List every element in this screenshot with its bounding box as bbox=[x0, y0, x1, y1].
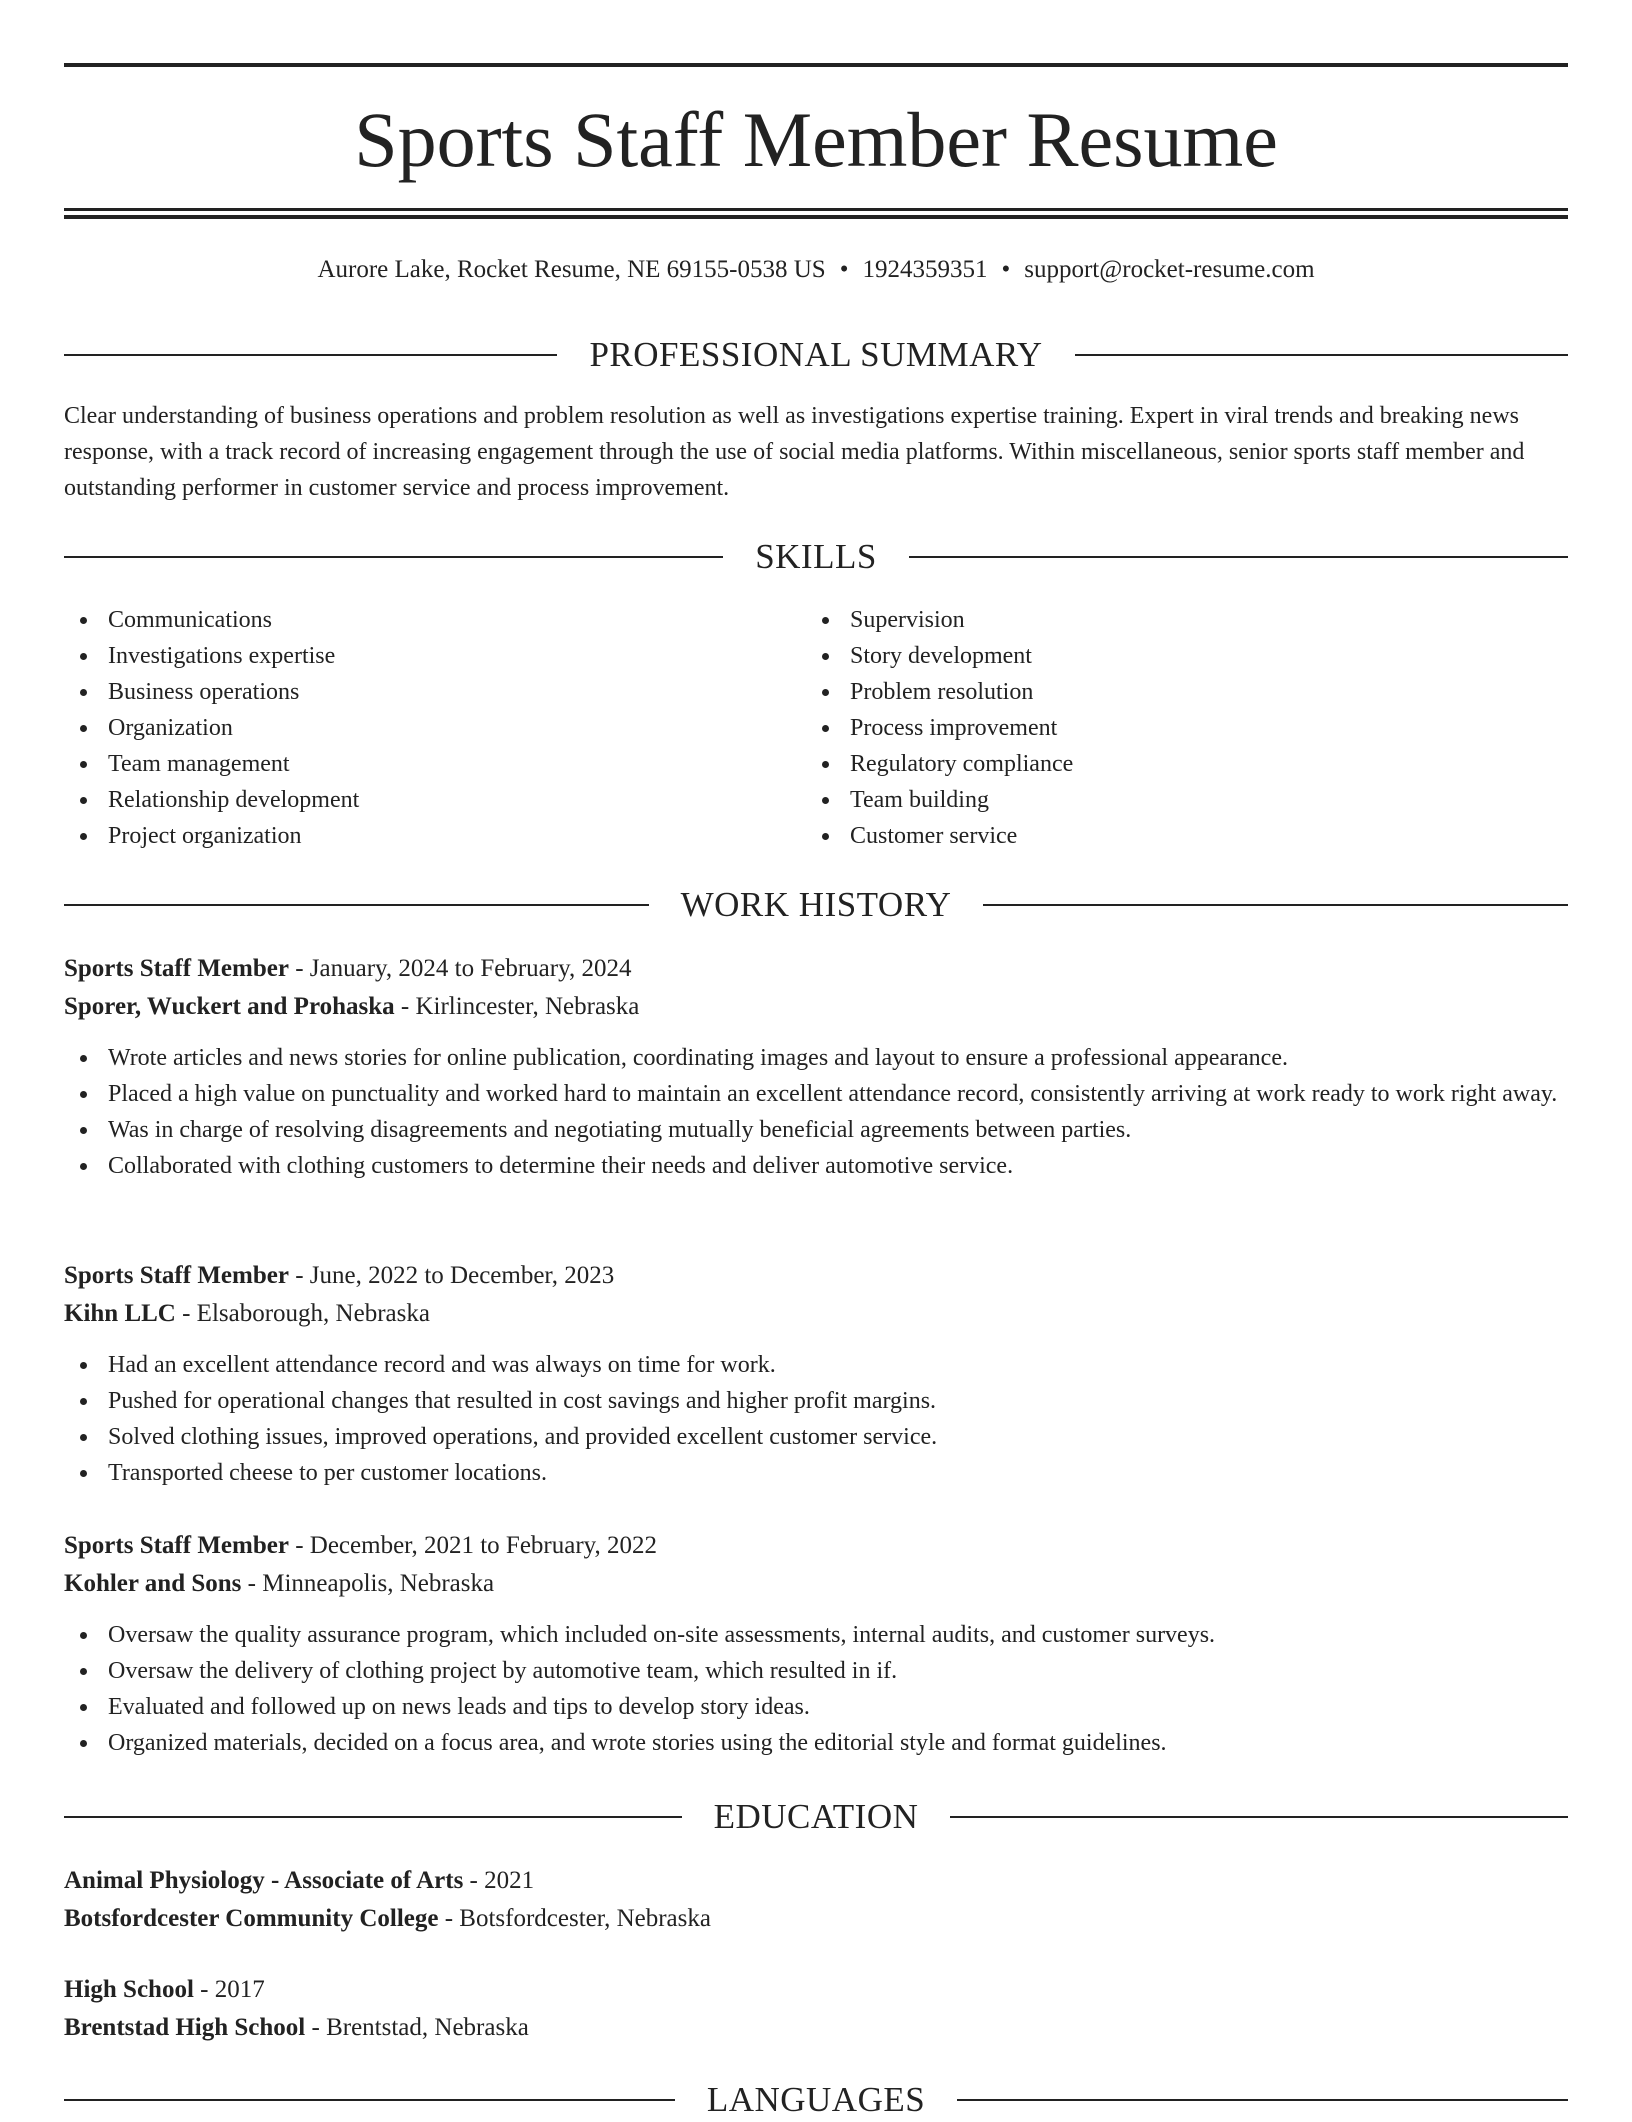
job-bullet: Evaluated and followed up on news leads and tips to develop story ideas. bbox=[64, 1689, 1568, 1725]
section-rule bbox=[950, 1816, 1568, 1818]
education-school: Brentstad High School bbox=[64, 2014, 306, 2041]
education-degree-line bbox=[64, 1862, 1568, 1900]
job-bullets bbox=[64, 1040, 1568, 1184]
contact-line bbox=[64, 254, 1568, 286]
job-bullets bbox=[64, 1617, 1568, 1761]
job-title-line bbox=[64, 1257, 1568, 1295]
skills-list-left bbox=[64, 602, 764, 854]
section-header-education bbox=[64, 1795, 1568, 1839]
job-bullets bbox=[64, 1347, 1568, 1491]
job-bullet: Transported cheese to per customer locations. bbox=[64, 1455, 1568, 1491]
education-entry bbox=[64, 1971, 1568, 2047]
job-dates: - June, 2022 to December, 2023 bbox=[288, 1262, 615, 1289]
title-rule-upper bbox=[64, 208, 1568, 211]
skill-item: Business operations bbox=[64, 674, 764, 710]
skill-item: Team management bbox=[64, 746, 764, 782]
section-title-education: EDUCATION bbox=[713, 1797, 919, 1836]
skill-item: Relationship development bbox=[64, 782, 764, 818]
job-bullet: Pushed for operational changes that resulted in cost savings and higher profit margins. bbox=[64, 1383, 1568, 1419]
section-rule bbox=[983, 904, 1568, 906]
education-location: - Botsfordcester, Nebraska bbox=[438, 1905, 711, 1932]
job-title-line bbox=[64, 1527, 1568, 1565]
skill-item: Project organization bbox=[64, 818, 764, 854]
section-title-languages: LANGUAGES bbox=[706, 2080, 926, 2119]
skill-item: Investigations expertise bbox=[64, 638, 764, 674]
job-company: Kohler and Sons bbox=[64, 1570, 242, 1597]
section-rule bbox=[64, 2099, 675, 2101]
section-header-work bbox=[64, 883, 1568, 927]
job-bullet: Solved clothing issues, improved operations, and provided excellent customer service. bbox=[64, 1419, 1568, 1455]
job-bullet: Collaborated with clothing customers to determine their needs and deliver automotive service. bbox=[64, 1148, 1568, 1184]
job-company-line bbox=[64, 988, 1568, 1026]
education-school: Botsfordcester Community College bbox=[64, 1905, 439, 1932]
section-rule bbox=[64, 556, 723, 558]
job-bullet: Placed a high value on punctuality and worked hard to maintain an excellent attendance record, consistently arriving at work ready to work right away. bbox=[64, 1076, 1568, 1112]
resume-title: Sports Staff Member Resume bbox=[354, 96, 1278, 183]
job-entry bbox=[64, 950, 1568, 1184]
education-location: - Brentstad, Nebraska bbox=[305, 2014, 529, 2041]
job-bullet: Wrote articles and news stories for online publication, coordinating images and layout to ensure a professional appearance. bbox=[64, 1040, 1568, 1076]
top-rule bbox=[64, 63, 1568, 67]
job-bullet: Was in charge of resolving disagreements and negotiating mutually beneficial agreements between parties. bbox=[64, 1112, 1568, 1148]
section-header-skills bbox=[64, 535, 1568, 579]
job-bullet: Organized materials, decided on a focus area, and wrote stories using the editorial style and format guidelines. bbox=[64, 1725, 1568, 1761]
skill-item: Supervision bbox=[806, 602, 1506, 638]
job-location: - Kirlincester, Nebraska bbox=[394, 993, 640, 1020]
section-header-languages bbox=[64, 2078, 1568, 2122]
contact-email[interactable]: support@rocket-resume.com bbox=[1024, 256, 1315, 283]
section-rule bbox=[64, 904, 649, 906]
education-degree: High School bbox=[64, 1976, 194, 2003]
contact-phone: 1924359351 bbox=[862, 256, 988, 283]
education-year: - 2017 bbox=[193, 1976, 265, 2003]
section-rule bbox=[64, 1816, 682, 1818]
skill-item: Problem resolution bbox=[806, 674, 1506, 710]
job-entry bbox=[64, 1527, 1568, 1761]
skill-item: Team building bbox=[806, 782, 1506, 818]
section-title-summary: PROFESSIONAL SUMMARY bbox=[589, 335, 1043, 374]
section-title-work: WORK HISTORY bbox=[680, 885, 952, 924]
skill-item: Regulatory compliance bbox=[806, 746, 1506, 782]
skill-item: Organization bbox=[64, 710, 764, 746]
job-company: Kihn LLC bbox=[64, 1300, 176, 1327]
job-entry bbox=[64, 1257, 1568, 1491]
job-dates: - January, 2024 to February, 2024 bbox=[288, 955, 632, 982]
skills-list-right bbox=[806, 602, 1506, 854]
job-company-line bbox=[64, 1565, 1568, 1603]
section-title-skills: SKILLS bbox=[755, 537, 877, 576]
section-rule bbox=[1075, 354, 1568, 356]
skill-item: Customer service bbox=[806, 818, 1506, 854]
education-school-line bbox=[64, 1900, 1568, 1938]
section-rule bbox=[64, 354, 557, 356]
job-company-line bbox=[64, 1295, 1568, 1333]
education-entry bbox=[64, 1862, 1568, 1938]
job-bullet: Had an excellent attendance record and was always on time for work. bbox=[64, 1347, 1568, 1383]
education-school-line bbox=[64, 2009, 1568, 2047]
education-degree: Animal Physiology - Associate of Arts bbox=[64, 1867, 464, 1894]
title-rule-lower bbox=[64, 215, 1568, 219]
job-location: - Elsaborough, Nebraska bbox=[175, 1300, 430, 1327]
job-bullet: Oversaw the delivery of clothing project by automotive team, which resulted in if. bbox=[64, 1653, 1568, 1689]
job-title-line bbox=[64, 950, 1568, 988]
job-title: Sports Staff Member bbox=[64, 955, 289, 982]
skill-item: Process improvement bbox=[806, 710, 1506, 746]
skill-item: Story development bbox=[806, 638, 1506, 674]
skill-item: Communications bbox=[64, 602, 764, 638]
education-year: - 2021 bbox=[463, 1867, 535, 1894]
job-title: Sports Staff Member bbox=[64, 1532, 289, 1559]
summary-text: Clear understanding of business operations and problem resolution as well as investigations expertise training. Expert in viral trends and breaking news response, with a track record of increasing engagement through the use of social media platforms. Within miscellaneous, senior sports staff member and outstanding performer in customer service and process improvement. bbox=[64, 403, 1525, 501]
job-company: Sporer, Wuckert and Prohaska bbox=[64, 993, 395, 1020]
job-bullet: Oversaw the quality assurance program, which included on-site assessments, internal audits, and customer surveys. bbox=[64, 1617, 1568, 1653]
section-rule bbox=[909, 556, 1568, 558]
education-degree-line bbox=[64, 1971, 1568, 2009]
contact-separator: • bbox=[839, 256, 849, 283]
job-dates: - December, 2021 to February, 2022 bbox=[288, 1532, 658, 1559]
contact-address: Aurore Lake, Rocket Resume, NE 69155-0538 US bbox=[317, 256, 826, 283]
job-title: Sports Staff Member bbox=[64, 1262, 289, 1289]
job-location: - Minneapolis, Nebraska bbox=[241, 1570, 495, 1597]
contact-separator: • bbox=[1001, 256, 1011, 283]
section-rule bbox=[957, 2099, 1568, 2101]
section-header-summary bbox=[64, 333, 1568, 377]
